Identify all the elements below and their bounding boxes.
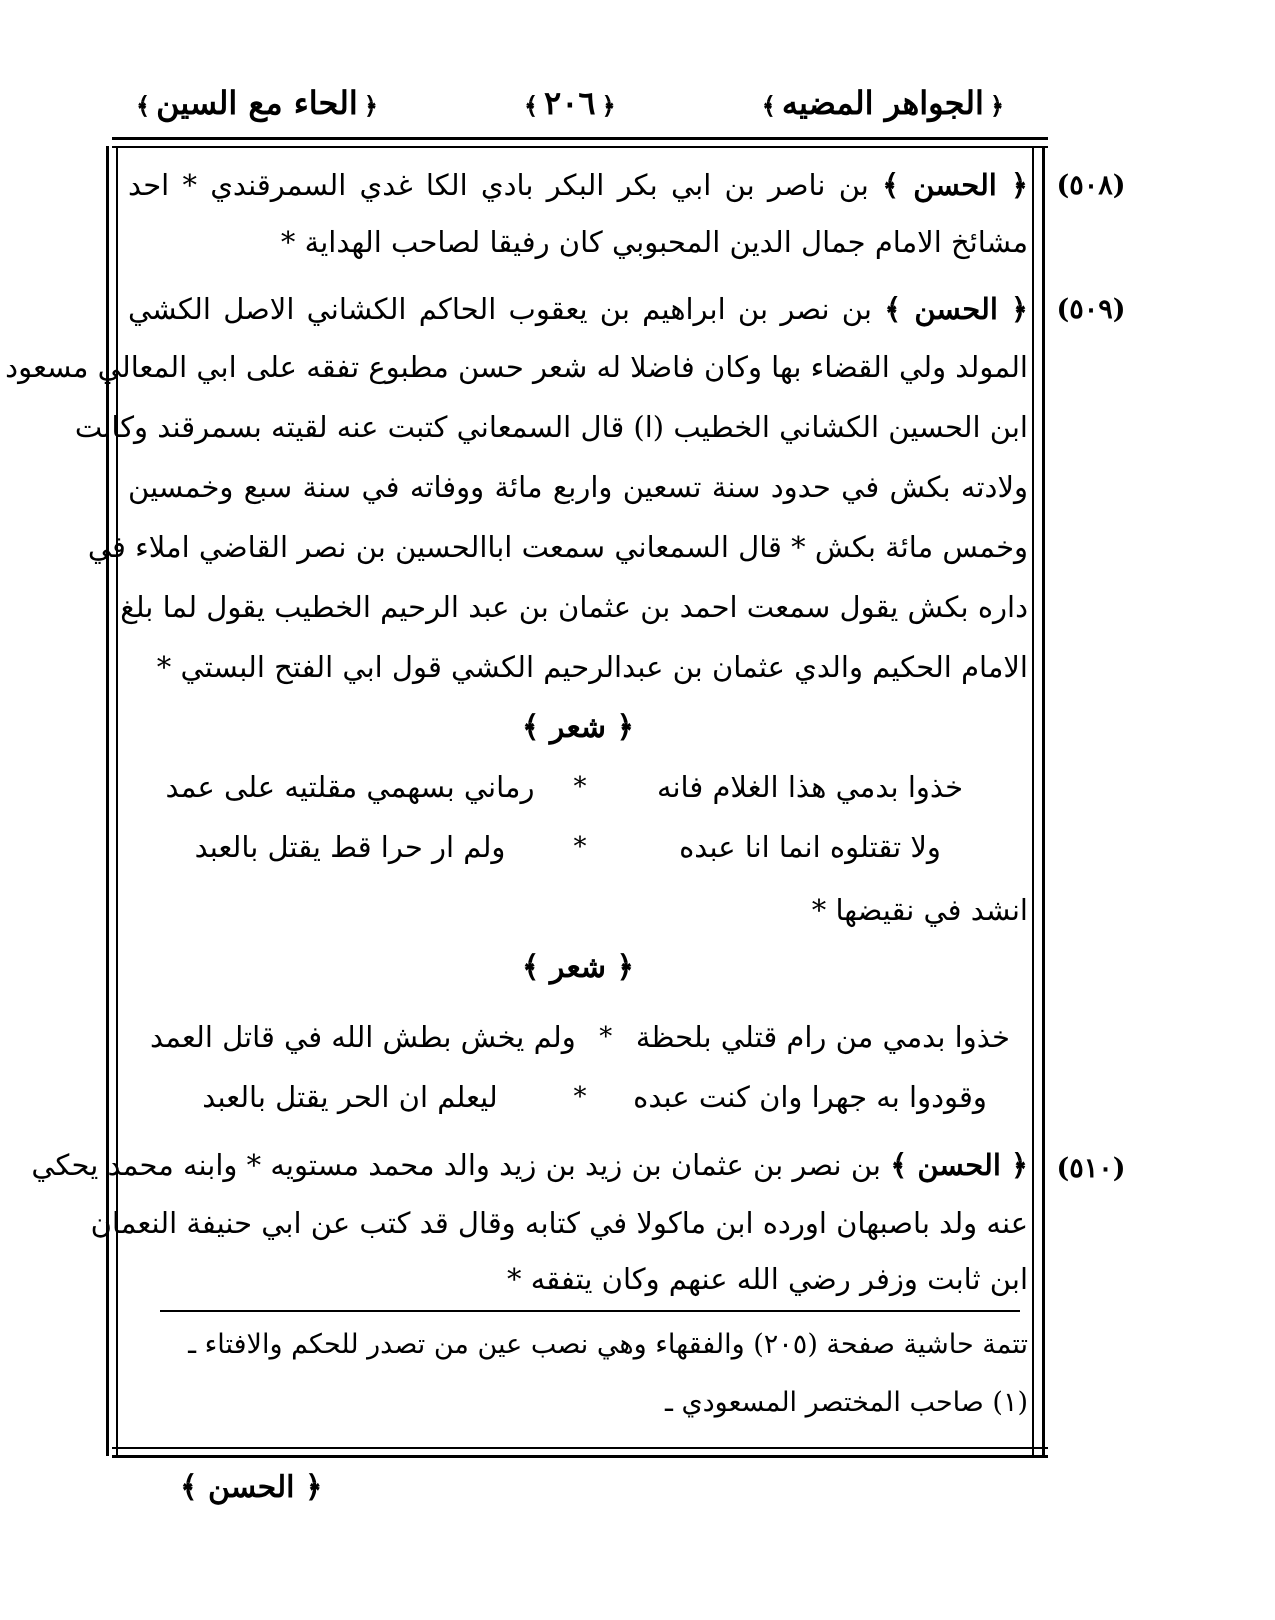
entry-509-line-7: الامام الحكيم والدي عثمان بن عبدالرحيم الكشي قول ابي الفتح البستي * bbox=[156, 650, 1028, 684]
verse-separator: * bbox=[599, 1022, 613, 1052]
hemistich: رماني بسهمي مقلتيه على عمد bbox=[165, 770, 535, 804]
footnote-continuation: تتمة حاشية صفحة (٢٠٥) والفقهاء وهي نصب عين من تصدر للحكم والافتاء ـ bbox=[188, 1329, 1028, 1360]
section-title: ﴿الحاء مع السين﴾ bbox=[136, 84, 378, 122]
top-rule-outer bbox=[112, 137, 1048, 140]
poem-heading-2: ﴿ شعر ﴾ bbox=[521, 950, 635, 985]
catchword: ﴿ الحسن ﴾ bbox=[180, 1470, 323, 1505]
entry-509-name: ﴿ الحسن ﴾ bbox=[884, 292, 1028, 326]
entry-509-line-5: وخمس مائة بكش * قال السمعاني سمعت اباالحسين بن نصر القاضي املاء في bbox=[87, 530, 1028, 564]
poem-2-verse-1 bbox=[150, 1012, 1010, 1062]
verse-separator: * bbox=[573, 832, 587, 862]
poem-2-verse-2 bbox=[150, 1072, 1010, 1122]
entry-number-508: (٥٠٨) bbox=[1056, 170, 1126, 201]
page-number: ﴿٢٠٦﴾ bbox=[523, 84, 616, 122]
right-border-outer bbox=[1042, 146, 1045, 1456]
verse-separator: * bbox=[573, 1082, 587, 1112]
hemistich: ليعلم ان الحر يقتل بالعبد bbox=[202, 1080, 498, 1114]
entry-510-name: ﴿ الحسن ﴾ bbox=[890, 1148, 1028, 1182]
poem-1-verse-2 bbox=[150, 822, 1010, 872]
entry-510-line-1: ﴿ الحسن ﴾ بن نصر بن عثمان بن زيد بن زيد والد محمد مستويه * وابنه محمد يحكي bbox=[31, 1148, 1028, 1182]
bottom-rule-inner bbox=[112, 1447, 1048, 1449]
bottom-rule-outer bbox=[112, 1455, 1048, 1458]
entry-508-line-1: ﴿ الحسن ﴾ بن ناصر بن ابي بكر البكر بادي الكا غدي السمرقندي * احد bbox=[128, 168, 1028, 202]
hemistich: ولم ار حرا قط يقتل بالعبد bbox=[194, 830, 506, 864]
poem-1-verse-1 bbox=[150, 762, 1010, 812]
hemistich: ولم يخش بطش الله في قاتل العمد bbox=[150, 1020, 576, 1054]
entry-509-line-4: ولادته بكش في حدود سنة تسعين واربع مائة ووفاته في سنة سبع وخمسين bbox=[128, 470, 1028, 504]
hemistich: وقودوا به جهرا وان كنت عبده bbox=[633, 1080, 987, 1114]
entry-508-name: ﴿ الحسن ﴾ bbox=[882, 168, 1028, 202]
hemistich: ولا تقتلوه انما انا عبده bbox=[679, 830, 941, 864]
top-rule-inner bbox=[112, 146, 1048, 148]
entry-510-line-3: ابن ثابت وزفر رضي الله عنهم وكان يتفقه * bbox=[507, 1262, 1028, 1296]
footnote-separator bbox=[160, 1310, 1020, 1312]
entry-509-line-3: ابن الحسين الكشاني الخطيب (ا) قال السمعاني كتبت عنه لقيته بسمرقند وكانت bbox=[74, 410, 1028, 444]
entry-509-line-1: ﴿ الحسن ﴾ بن نصر بن ابراهيم بن يعقوب الحاكم الكشاني الاصل الكشي bbox=[128, 292, 1028, 326]
entry-number-510: (٥١٠) bbox=[1056, 1153, 1126, 1184]
footnote-1: (١) صاحب المختصر المسعودي ـ bbox=[665, 1387, 1028, 1418]
entry-508-line-2: مشائخ الامام جمال الدين المحبوبي كان رفيقا لصاحب الهداية * bbox=[280, 225, 1028, 259]
poem-heading-1: ﴿ شعر ﴾ bbox=[521, 710, 635, 745]
running-header bbox=[130, 78, 1010, 128]
entry-510-line-2: عنه ولد باصبهان اورده ابن ماكولا في كتابه وقال قد كتب عن ابي حنيفة النعمان bbox=[90, 1206, 1028, 1240]
after-poem-1-line: انشد في نقيضها * bbox=[811, 893, 1028, 927]
entry-number-509: (٥٠٩) bbox=[1056, 294, 1126, 325]
hemistich: خذوا بدمي من رام قتلي بلحظة bbox=[635, 1020, 1010, 1054]
right-border-inner bbox=[1032, 146, 1034, 1456]
book-title: ﴿الجواهر المضيه﴾ bbox=[761, 84, 1004, 122]
hemistich: خذوا بدمي هذا الغلام فانه bbox=[656, 770, 964, 804]
entry-509-line-2: المولد ولي القضاء بها وكان فاضلا له شعر حسن مطبوع تفقه على ابي المعالي مسعود bbox=[5, 350, 1028, 384]
verse-separator: * bbox=[573, 772, 587, 802]
entry-509-line-6: داره بكش يقول سمعت احمد بن عثمان بن عبد الرحيم الخطيب يقول لما بلغ bbox=[120, 590, 1028, 624]
